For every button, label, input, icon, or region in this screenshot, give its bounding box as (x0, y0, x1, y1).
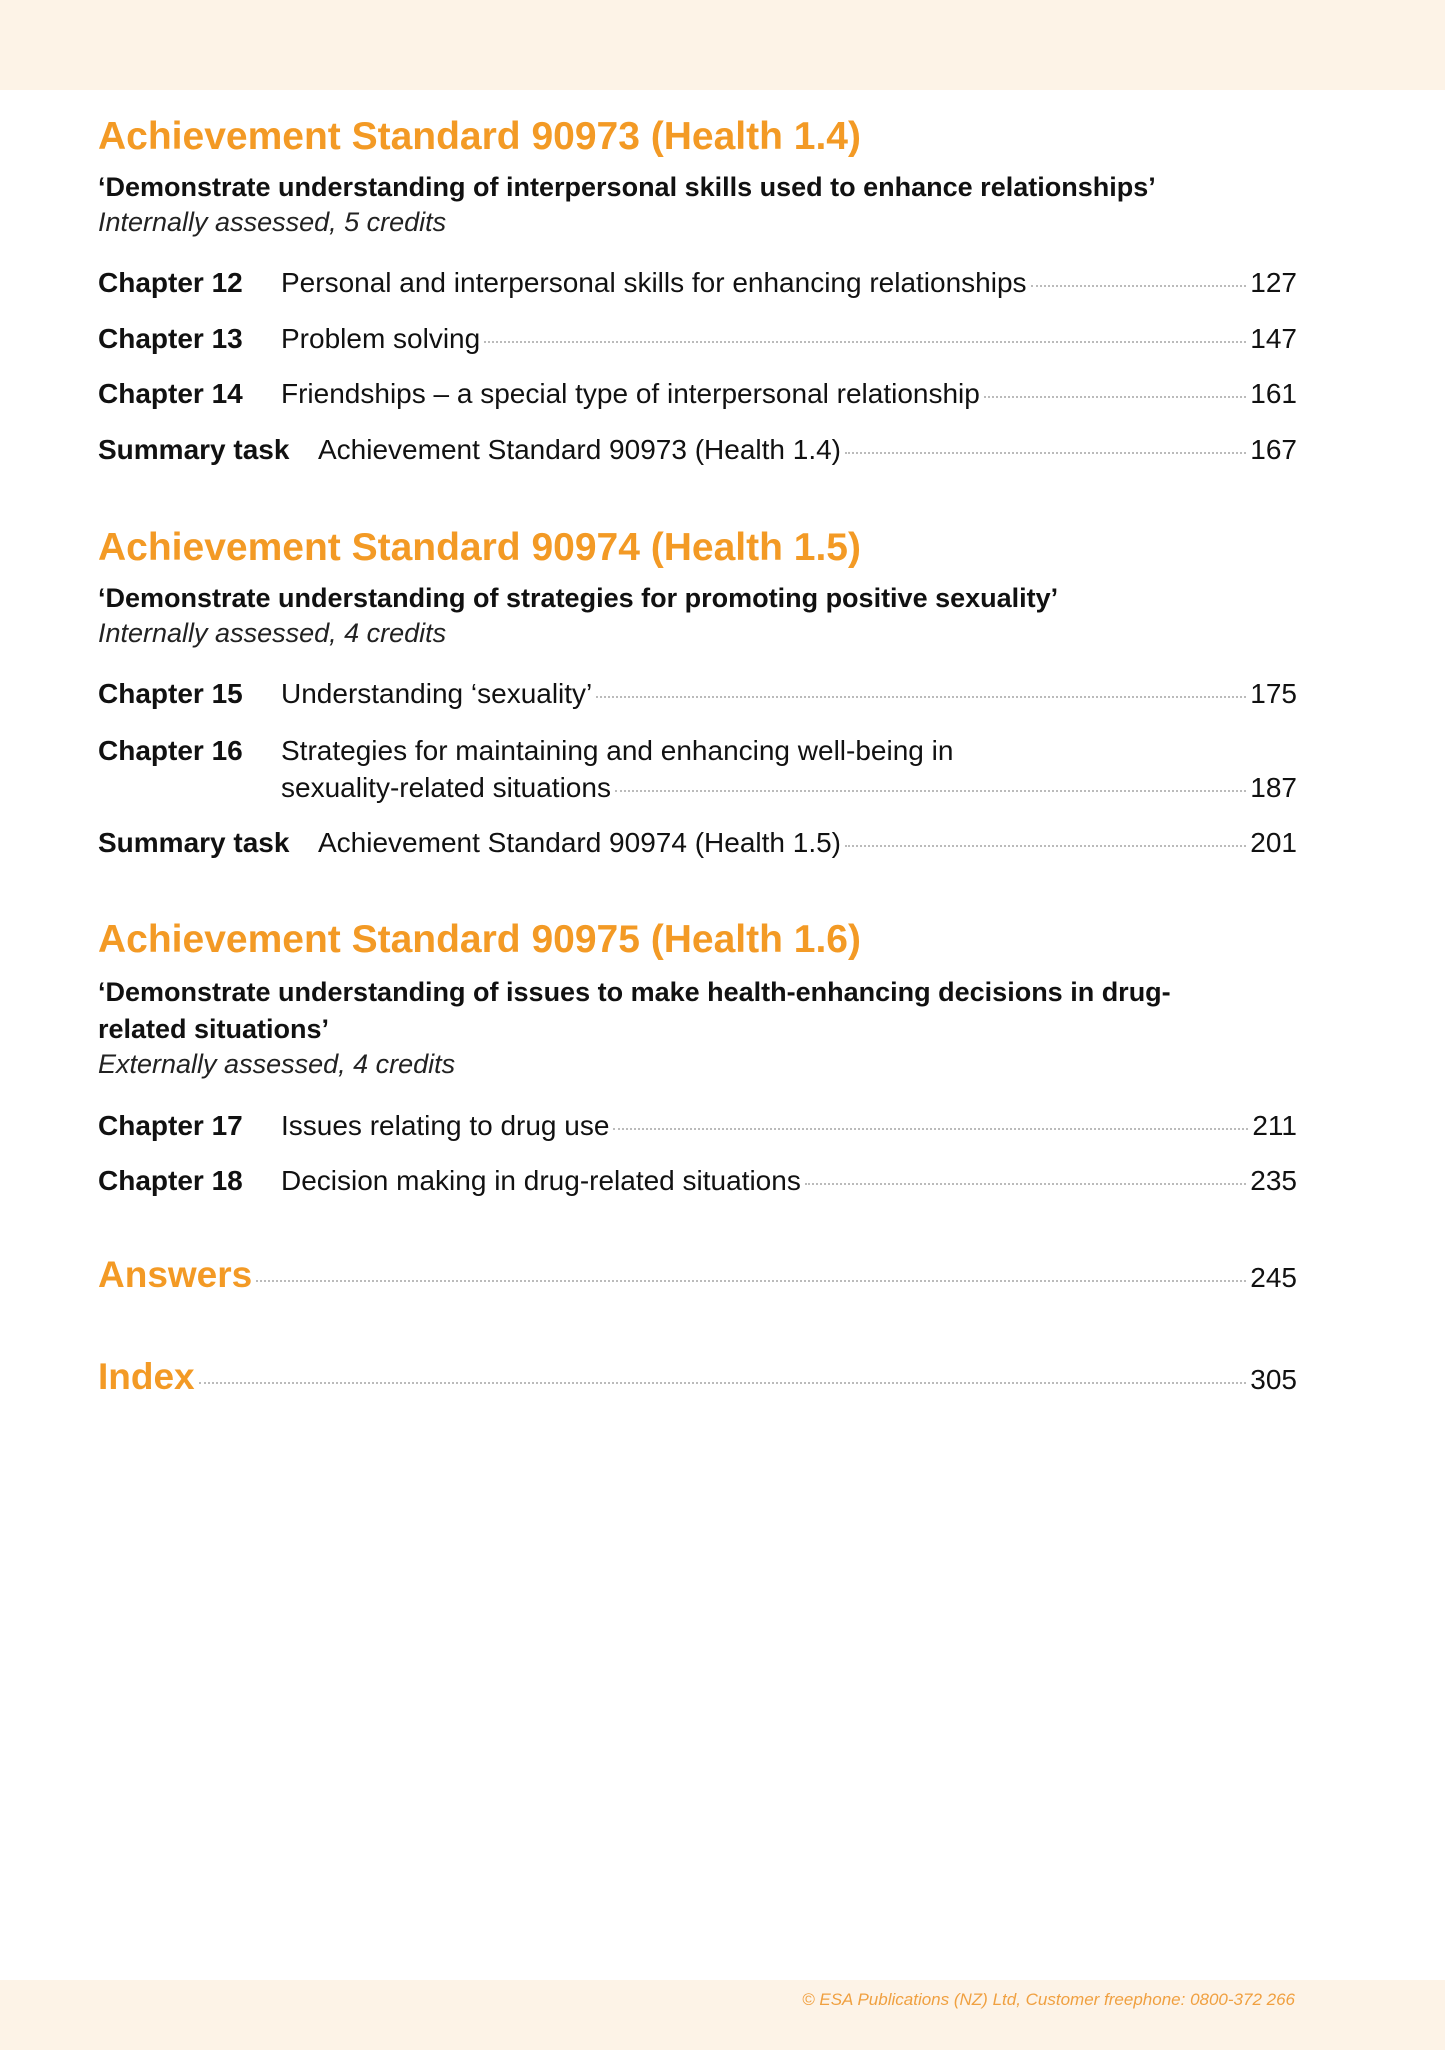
toc-answers[interactable] (98, 1254, 1297, 1296)
toc-entry[interactable] (98, 1162, 1297, 1199)
entry-label: Chapter 13 (98, 323, 243, 354)
entry-title: Decision making in drug-related situations (281, 1165, 801, 1196)
entry-label: Chapter 12 (98, 267, 243, 298)
entry-title: Friendships – a special type of interpersonal relationship (281, 378, 980, 409)
entry-page: 167 (1250, 434, 1297, 465)
toc-entry[interactable] (98, 375, 1297, 412)
answers-label: Answers (98, 1254, 253, 1295)
dot-leader (613, 1128, 1248, 1130)
entry-title: Issues relating to drug use (281, 1110, 610, 1141)
entry-label: Chapter 16 (98, 735, 243, 766)
entry-title-line2: sexuality-related situations (281, 772, 611, 803)
entry-title: Strategies for maintaining and enhancing well-being in (281, 735, 954, 766)
section-heading: Achievement Standard 90975 (Health 1.6) (98, 918, 861, 961)
dot-leader (199, 1382, 1247, 1384)
entry-page: 147 (1250, 323, 1297, 354)
dot-leader (615, 790, 1246, 792)
toc-index[interactable] (98, 1356, 1297, 1398)
entry-title: Personal and interpersonal skills for enhancing relationships (281, 267, 1027, 298)
entry-label: Chapter 15 (98, 678, 243, 709)
entry-title: Achievement Standard 90974 (Health 1.5) (318, 827, 841, 858)
dot-leader (596, 696, 1246, 698)
toc-entry[interactable] (98, 675, 1297, 712)
entry-label: Chapter 18 (98, 1165, 243, 1196)
index-page: 305 (1250, 1364, 1297, 1395)
entry-title: Understanding ‘sexuality’ (281, 678, 593, 709)
section-quote: ‘Demonstrate understanding of strategies for promoting positive sexuality’ (98, 583, 1059, 613)
index-label: Index (98, 1356, 195, 1397)
toc-entry[interactable] (98, 431, 1297, 468)
dot-leader (256, 1280, 1246, 1282)
entry-title: Problem solving (281, 323, 481, 354)
entry-label: Summary task (98, 827, 290, 858)
entry-page: 127 (1250, 267, 1297, 298)
entry-page: 161 (1250, 378, 1297, 409)
footer-copyright: © ESA Publications (NZ) Ltd, Customer freephone: 0800-372 266 (802, 1990, 1295, 2009)
section-heading: Achievement Standard 90974 (Health 1.5) (98, 526, 861, 569)
entry-label: Chapter 17 (98, 1110, 243, 1141)
dot-leader (805, 1183, 1246, 1185)
toc-entry[interactable] (98, 1107, 1297, 1144)
dot-leader (484, 341, 1246, 343)
dot-leader (1031, 285, 1247, 287)
section-quote: ‘Demonstrate understanding of issues to make health-enhancing decisions in drug-related situations’ (98, 977, 1171, 1044)
toc-entry[interactable] (98, 732, 1297, 806)
section-heading: Achievement Standard 90973 (Health 1.4) (98, 115, 861, 158)
entry-page: 235 (1250, 1165, 1297, 1196)
entry-page: 187 (1250, 772, 1297, 803)
entry-page: 175 (1250, 678, 1297, 709)
dot-leader (984, 396, 1246, 398)
entry-title: Achievement Standard 90973 (Health 1.4) (318, 434, 841, 465)
dot-leader (845, 452, 1246, 454)
toc-entry[interactable] (98, 824, 1297, 861)
assessment-note: Internally assessed, 4 credits (98, 618, 447, 648)
entry-page: 211 (1252, 1110, 1297, 1141)
dot-leader (845, 845, 1246, 847)
entry-label: Chapter 14 (98, 378, 243, 409)
toc-entry[interactable] (98, 320, 1297, 357)
header-band (0, 0, 1445, 90)
assessment-note: Internally assessed, 5 credits (98, 207, 447, 237)
answers-page: 245 (1250, 1262, 1297, 1293)
entry-page: 201 (1250, 827, 1297, 858)
entry-label: Summary task (98, 434, 290, 465)
toc-entry[interactable] (98, 264, 1297, 301)
assessment-note: Externally assessed, 4 credits (98, 1049, 456, 1079)
section-quote: ‘Demonstrate understanding of interpersonal skills used to enhance relationships’ (98, 172, 1156, 202)
